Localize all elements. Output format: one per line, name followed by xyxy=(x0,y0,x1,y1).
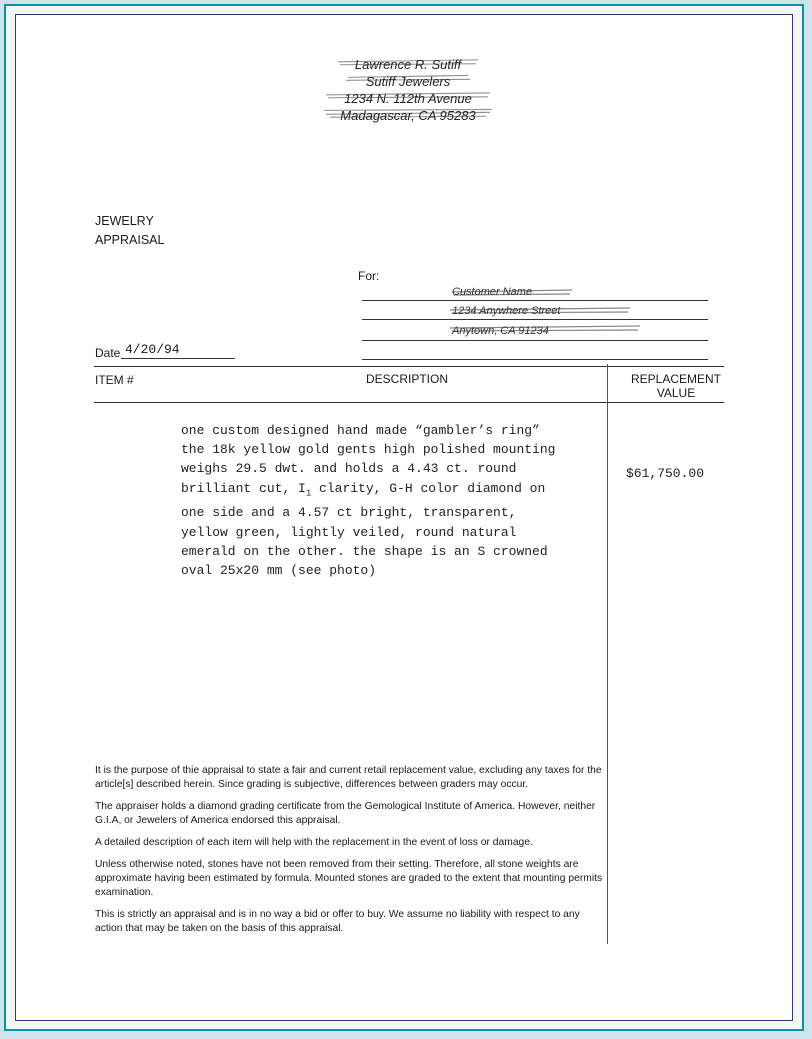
description-line: weighs 29.5 dwt. and holds a 4.43 ct. round xyxy=(181,461,517,477)
for-line-4 xyxy=(362,359,708,360)
clarity-subscript: 1 xyxy=(305,488,312,499)
date-label: Date xyxy=(95,346,121,360)
for-line-3 xyxy=(362,340,708,341)
table-top-rule xyxy=(94,366,724,367)
description-line: yellow green, lightly veiled, round natural xyxy=(181,524,517,540)
customer-redaction-scribble xyxy=(448,284,648,340)
header-replacement-value: REPLACEMENT VALUE xyxy=(630,372,722,400)
description-line: brilliant cut, $I_1$ clarity, G-H color diamond on xyxy=(181,480,546,499)
customer-name: Customer Name xyxy=(452,286,533,298)
note-stone-weights: Unless otherwise noted, stones have not been removed from their setting. Therefore, all stone weights are approximate having been estimated by formula. Mounted stones are graded to the extent that mounting permits examination. xyxy=(95,859,603,898)
replacement-value: $61,750.00 xyxy=(626,466,705,481)
letterhead xyxy=(318,56,498,124)
for-label: For: xyxy=(358,269,380,283)
title-appraisal: APPRAISAL xyxy=(95,233,165,247)
description-line: one custom designed hand made “gambler’s ring” xyxy=(181,423,540,438)
item-description xyxy=(181,421,591,580)
table-header-rule xyxy=(94,402,724,403)
note-description: A detailed description of each item will help with the replacement in the event of loss or damage. xyxy=(95,837,533,848)
letterhead-street: 1234 N. 112th Avenue xyxy=(344,91,472,106)
letterhead-city: Madagascar, CA 95283 xyxy=(340,108,476,123)
description-line: emerald on the other. the shape is an S crowned xyxy=(181,543,548,559)
description-line: the 18k yellow gold gents high polished mounting xyxy=(181,442,556,458)
description-line: oval 25x20 mm (see photo) xyxy=(181,563,377,579)
header-item-number: ITEM # xyxy=(95,373,134,387)
note-liability: This is strictly an appraisal and is in no way a bid or offer to buy. We assume no liability with respect to any action that may be taken on the basis of this appraisal. xyxy=(95,909,580,934)
note-purpose: It is the purpose of thie appraisal to state a fair and current retail replacement value, excluding any taxes for the article[s] described herein. Since grading is subjective, differences between graders may occur. xyxy=(95,765,602,790)
customer-street: 1234 Anywhere Street xyxy=(452,305,561,317)
header-description: DESCRIPTION xyxy=(366,372,449,386)
customer-city: Anytown, CA 91234 xyxy=(452,325,549,337)
letterhead-name: Lawrence R. Sutiff xyxy=(354,57,462,72)
description-line: one side and a 4.57 ct bright, transparent, xyxy=(181,505,517,521)
document-title xyxy=(95,212,164,250)
appraisal-notes xyxy=(95,764,603,944)
value-column-divider xyxy=(607,364,608,944)
letterhead-company: Sutiff Jewelers xyxy=(365,74,451,89)
title-jewelry: JEWELRY xyxy=(95,214,154,228)
note-certificate: The appraiser holds a diamond grading certificate from the Gemological Institute of America. However, neither G.I.A, or Jewelers of America endorsed this appraisal. xyxy=(95,801,596,826)
date-value: 4/20/94 xyxy=(121,342,235,359)
